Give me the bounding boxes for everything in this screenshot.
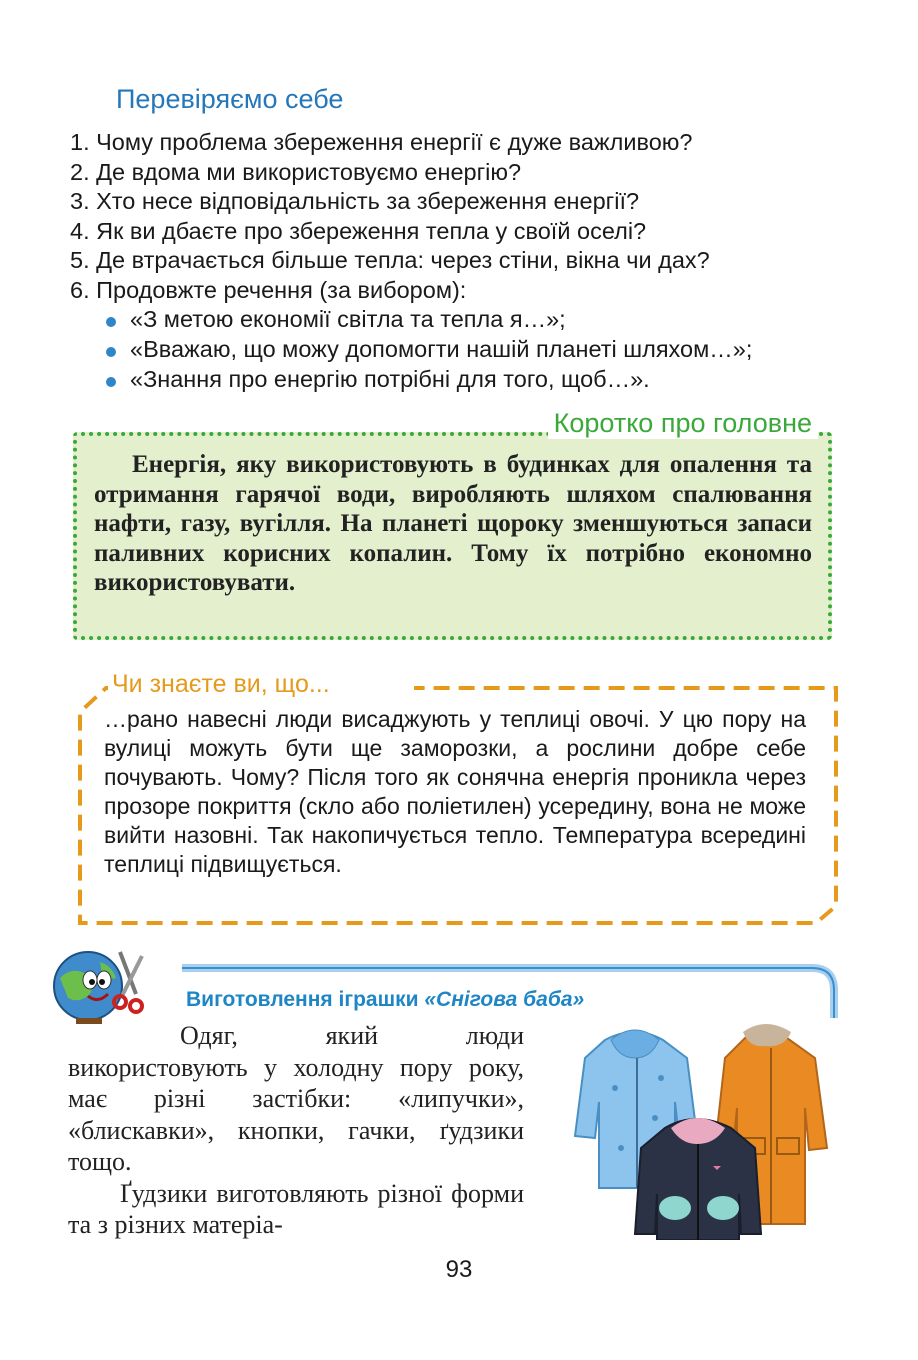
craft-text: [68, 1020, 524, 1241]
bullet-dot: [106, 317, 116, 327]
bullet-dot: [106, 377, 116, 387]
question-list: [70, 128, 870, 305]
globe-scissors-mascot-icon: [50, 948, 150, 1028]
page-number: 93: [445, 1256, 473, 1283]
craft-paragraph: Одяг, який люди використовують у холодну пору року, має різні застібки: «липучки», «блискавки», кнопки, гачки, ґудзики тощо.: [68, 1021, 524, 1176]
bullet-item: «З метою економії світла та тепла я…»;: [130, 306, 566, 332]
bullet-item: «Знання про енергію потрібні для того, щоб…».: [130, 366, 650, 392]
summary-title: Коротко про головне: [548, 408, 818, 439]
bullet-dot: [106, 347, 116, 357]
summary-text: Енергія, яку використовують в будинках для опалення та отримання гарячої води, виробляють шляхом спалювання нафти, газу, вугілля. На планеті щороку зменшуються запаси паливних корисних копалин. Тому їх потрібно економно використовувати.: [94, 451, 812, 596]
craft-title-italic: «Снігова баба»: [424, 988, 585, 1011]
craft-paragraph: Ґудзики виготовляють різної форми та з різних матеріа-: [68, 1178, 524, 1239]
question-item: 2. Де вдома ми використовуємо енергію?: [70, 158, 522, 185]
craft-title: [186, 988, 584, 1012]
question-item: 1. Чому проблема збереження енергії є дуже важливою?: [70, 129, 693, 155]
did-you-know-title: Чи знаєте ви, що...: [108, 670, 334, 699]
check-title: Перевіряємо себе: [116, 84, 344, 114]
craft-title-plain: Виготовлення іграшки: [186, 988, 425, 1011]
question-item: 4. Як ви дбаєте про збереження тепла у своїй оселі?: [70, 217, 647, 244]
bullet-item: «Вважаю, що можу допомогти нашій планеті шляхом…»;: [130, 336, 753, 362]
did-you-know-text: …рано навесні люди висаджують у теплиці овочі. У цю пору на вулиці можуть бути ще заморозки, а рослини добре себе почувають. Чому? Після того як сонячна енергія проникла через прозоре покриття (скло або поліетилен) усередину, вона не може вийти назовні. Так накопичується тепло. Температура всередині теплиці підвищується.: [104, 706, 806, 877]
jackets-illustration: [565, 1018, 835, 1240]
question-item: 3. Хто несе відповідальність за збереження енергії?: [70, 188, 640, 214]
question-item: 6. Продовжте речення (за вибором):: [70, 276, 467, 303]
question-item: 5. Де втрачається більше тепла: через стіни, вікна чи дах?: [70, 247, 710, 273]
